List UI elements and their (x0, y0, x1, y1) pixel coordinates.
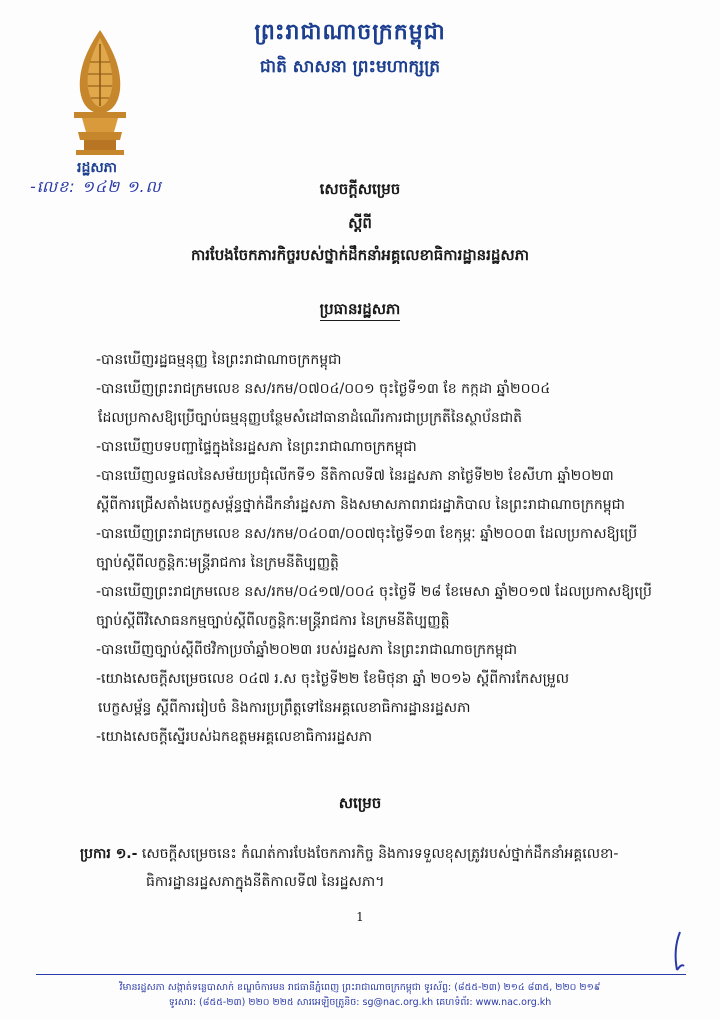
preamble (96, 346, 696, 752)
about-label: ស្តីពី (348, 214, 372, 232)
article-1 (80, 840, 700, 896)
decision-title: សេចក្តីសម្រេច (319, 180, 401, 198)
preamble-line: -បានឃើញច្បាប់ស្តីពីថវិកាប្រចាំឆ្នាំ២០២៣ របស់រដ្ឋសភា នៃព្រះរាជាណាចក្រកម្ពុជា (96, 642, 518, 658)
decides-heading: សម្រេច (338, 794, 382, 812)
article-text-line: សេចក្តីសម្រេចនេះ កំណត់ការបែងចែកភារកិច្ច និងការទទួលខុសត្រូវរបស់ថ្នាក់ដឹកនាំអគ្គលេខា- (137, 846, 619, 862)
reference-number: -លេខ: ១៤២ ១.ល (30, 177, 162, 196)
preamble-line: -យោងសេចក្តីស្នើរបស់ឯកឧត្តមអគ្គលេខាធិការរដ្ឋសភា (96, 729, 373, 745)
preamble-line: -បានឃើញព្រះរាជក្រមលេខ នស/រកម/០៤១៧/០០៤ ចុះថ្ងៃទី ២៨ ខែមេសា ឆ្នាំ២០១៧ ដែលប្រកាសឱ្យប្រើ (96, 584, 652, 600)
footer-divider (36, 974, 686, 975)
article-label: ប្រការ ១.- (80, 846, 138, 862)
preamble-line: ដែលប្រកាសឱ្យប្រើច្បាប់ធម្មនុញ្ញបន្ថែមសំដៅធានាដំណើរការជាប្រក្រតីនៃស្ថាប័នជាតិ (98, 410, 523, 426)
preamble-line: -បានឃើញលទ្ធផលនៃសម័យប្រជុំលើកទី១ នីតិកាលទី៧ នៃរដ្ឋសភា នាថ្ងៃទី២២ ខែសីហា ឆ្នាំ២០២៣ (96, 468, 614, 484)
preamble-line: ច្បាប់ស្តីពីលក្ខន្តិកៈមន្ត្រីរាជការ នៃក្រមនីតិប្បញ្ញត្តិ (96, 555, 339, 571)
kingdom-heading: ព្រះរាជាណាចក្រកម្ពុជា (254, 20, 446, 45)
national-motto: ជាតិ សាសនា ព្រះមហាក្សត្រ (259, 57, 441, 77)
issuer-title (0, 300, 720, 322)
ink-mark (668, 930, 688, 974)
preamble-line: -បានឃើញព្រះរាជក្រមលេខ នស/រកម/០៤០៣/០០៧ចុះថ្ងៃទី១៣ ខែកុម្ភៈ ឆ្នាំ២០០៣ ដែលប្រកាសឱ្យប្រើ (96, 526, 638, 542)
preamble-line: ច្បាប់ស្តីពីវិសោធនកម្មច្បាប់ស្តីពីលក្ខន្តិកៈមន្ត្រីរាជការ នៃក្រមនីតិប្បញ្ញត្តិ (96, 613, 450, 629)
royal-crest-icon (60, 28, 140, 156)
footer-address: វិមានរដ្ឋសភា សង្កាត់ទន្លេបាសាក់ ខណ្ឌចំការមន រាជធានីភ្នំពេញ ព្រះរាជាណាចក្រកម្ពុជា ទូរស័ព្ទ: (៨៥៥-២៣) ២១៤ ៨៣៥, ២២០ ២១៩ (119, 982, 601, 993)
footer-contact: ទូរសារ: (៨៥៥-២៣) ២២០ ២២៥ សារអេឡិចត្រូនិច: sg@nac.org.kh គេហទំព័រ: www.nac.org.kh (168, 997, 552, 1008)
footer (0, 980, 720, 1010)
preamble-line: -បានឃើញរដ្ឋធម្មនុញ្ញ នៃព្រះរាជាណាចក្រកម្ពុជា (96, 352, 342, 368)
article-text-line: ធិការដ្ឋានរដ្ឋសភាក្នុងនីតិកាលទី៧ នៃរដ្ឋសភា។ (146, 874, 385, 890)
preamble-line: -បានឃើញបទបញ្ជាផ្ទៃក្នុងនៃរដ្ឋសភា នៃព្រះរាជាណាចក្រកម្ពុជា (96, 439, 417, 455)
preamble-line: បេក្ខសម្ព័ន្ធ ស្តីពីការរៀបចំ និងការប្រព្រឹត្តទៅនៃអគ្គលេខាធិការដ្ឋានរដ្ឋសភា (98, 700, 471, 716)
issuer-title-text: ប្រធានរដ្ឋសភា (320, 300, 401, 321)
page-number: 1 (356, 910, 364, 924)
preamble-line: ស្តីពីការជ្រើសតាំងបេក្ខសម្ព័ន្ធថ្នាក់ដឹកនាំរដ្ឋសភា និងសមាសភាពរាជរដ្ឋាភិបាល នៃព្រះរាជាណាចក្រកម្ពុជា (96, 497, 625, 513)
preamble-line: -បានឃើញព្រះរាជក្រមលេខ នស/រកម/០៧០៤/០០១ ចុះថ្ងៃទី១៣ ខែ កក្កដា ឆ្នាំ២០០៤ (96, 381, 551, 397)
ministry-label: រដ្ឋសភា (77, 160, 117, 176)
preamble-line: -យោងសេចក្តីសម្រេចលេខ ០៤៧ រ.ស ចុះថ្ងៃទី២២ ខែមិថុនា ឆ្នាំ ២០១៦ ស្តីពីការកែសម្រួល (96, 671, 570, 687)
decision-subject: ការបែងចែកភារកិច្ចរបស់ថ្នាក់ដឹកនាំអគ្គលេខាធិការដ្ឋានរដ្ឋសភា (190, 246, 529, 264)
